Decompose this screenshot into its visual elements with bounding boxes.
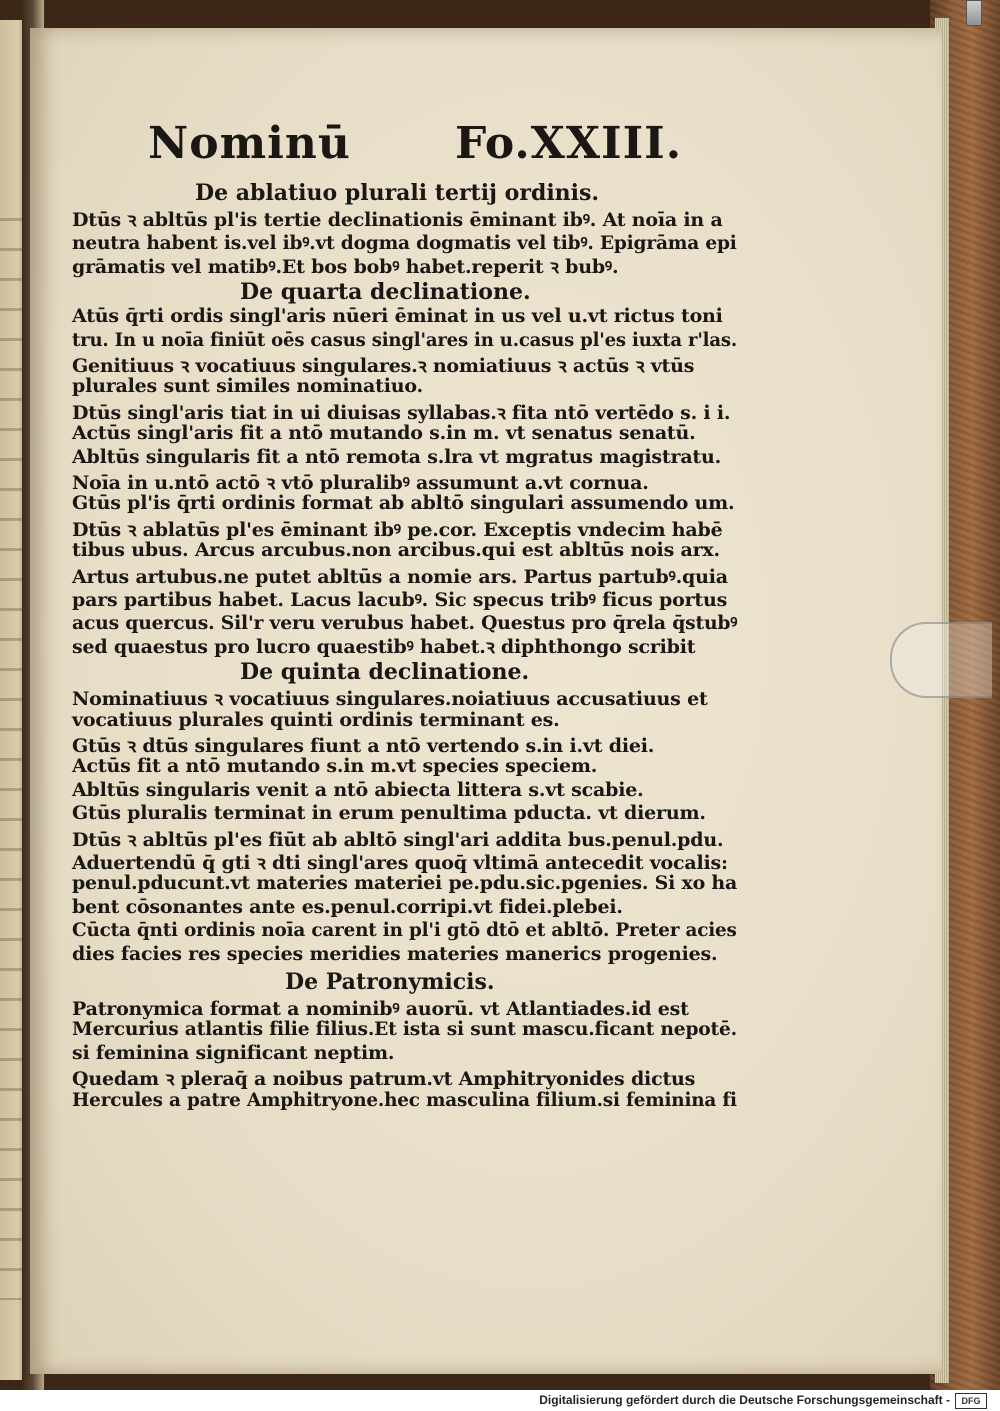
text-line: tru. In u noīa finiūt oēs casus singl'ares in u.casus pl'es iuxta r'las. [72,328,737,351]
dfg-logo: DFG [955,1393,987,1409]
text-line: Atūs q̄rti ordis singl'aris nūeri ēminat in us vel u.vt rictus toni [72,305,723,328]
text-line: Nominatiuus ꝛ vocatiuus singulares.noiatiuus accusatiuus et [72,688,708,711]
text-line: Cūcta q̄nti ordinis noīa carent in pl'i gtō dtō et abltō. Preter acies [72,919,737,942]
text-line: Aduertendū q̄ gti ꝛ dti singl'ares quoq̄ vltimā antecedit vocalis: [72,852,728,874]
text-line: Genitiuus ꝛ vocatiuus singulares.ꝛ nomiatiuus ꝛ actūs ꝛ vtūs [72,355,695,377]
text-line: dies facies res species meridies materies manerics progenies. [72,942,718,965]
text-line: sed quaestus pro lucro quaestibꝰ habet.ꝛ diphthongo scribit [72,635,696,658]
text-line: Artus artubus.ne putet abltūs a nomie ars. Partus partubꝰ.quia [72,565,728,588]
text-line: Gtūs ꝛ dtūs singulares fiunt a ntō vertendo s.in i.vt diei. [72,735,655,757]
text-line: Gtūs pluralis terminat in erum penultima pducta. vt dierum. [72,802,706,825]
text-line: penul.pducunt.vt materies materiei pe.pdu.sic.pgenies. Si xo ha [72,872,738,895]
section-heading: De Patronymicis. [285,969,495,995]
text-line: Quedam ꝛ pleraq̄ a noibus patrum.vt Amphitryonides dictus [72,1068,696,1091]
text-line: Dtūs ꝛ ablatūs pl'es ēminant ibꝰ pe.cor. Exceptis vndecim habē [72,518,723,541]
text-line: Dtūs ꝛ abltūs pl'is tertie declinationis ēminant ibꝰ. At noīa in a [72,209,723,231]
text-line: Abltūs singularis fit a ntō remota s.lra vt mgratus magistratu. [72,445,722,468]
color-calibration-strip [966,0,982,26]
text-line: neutra habent is.vel ibꝰ.vt dogma dogmatis vel tibꝰ. Epigrāma epi [72,232,737,255]
text-line: pars partibus habet. Lacus lacubꝰ. Sic specus tribꝰ ficus portus [72,589,728,611]
text-line: Dtūs singl'aris tiat in ui diuisas syllabas.ꝛ fita ntō vertēdo s. i i. [72,401,731,424]
text-line: tibus ubus. Arcus arcubus.non arcibus.qui est abltūs nois arx. [72,539,720,562]
text-line: Actūs singl'aris fit a ntō mutando s.in m. vt senatus senatū. [72,422,696,445]
text-line: Mercurius atlantis filie filius.Et ista si sunt mascu.ficant nepotē. [72,1018,737,1041]
page-clip [890,622,992,698]
text-line: Actūs fit a ntō mutando s.in m.vt species speciem. [72,755,598,778]
text-line: Gtūs pl'is q̄rti ordinis format ab abltō singulari assumendo um. [72,492,735,515]
text-line: si feminina significant neptim. [72,1041,395,1064]
text-line: Hercules a patre Amphitryone.hec masculina filium.si feminina fi [72,1088,737,1111]
text-line: plurales sunt similes nominatiuo. [72,375,423,398]
text-line: Patronymica format a nominibꝰ auorū. vt Atlantiades.id est [72,998,689,1020]
text-line: Dtūs ꝛ abltūs pl'es fiūt ab abltō singl'ari addita bus.penul.pdu. [72,828,724,851]
text-line: Noīa in u.ntō actō ꝛ vtō pluralibꝰ assumunt a.vt cornua. [72,472,649,494]
text-line: vocatiuus plurales quinti ordinis terminant es. [72,708,560,731]
running-title: Nominū [148,118,351,169]
text-line: grāmatis vel matibꝰ.Et bos bobꝰ habet.reperit ꝛ bubꝰ. [72,255,619,278]
section-heading: De quarta declinatione. [240,279,531,306]
text-line: acus quercus. Sil'r veru verubus habet. Questus pro q̄rela q̄stubꝰ [72,612,738,635]
text-line: bent cōsonantes ante es.penul.corripi.vt fidei.plebei. [72,895,623,918]
text-line: Abltūs singularis venit a ntō abiecta littera s.vt scabie. [72,778,644,801]
section-heading: De ablatiuo plurali tertij ordinis. [195,180,600,206]
folio-number: Fo.XXIII. [455,118,683,169]
section-heading: De quinta declinatione. [240,659,530,686]
footer-credit: Digitalisierung gefördert durch die Deutsche Forschungsgemeinschaft - [539,1393,950,1407]
